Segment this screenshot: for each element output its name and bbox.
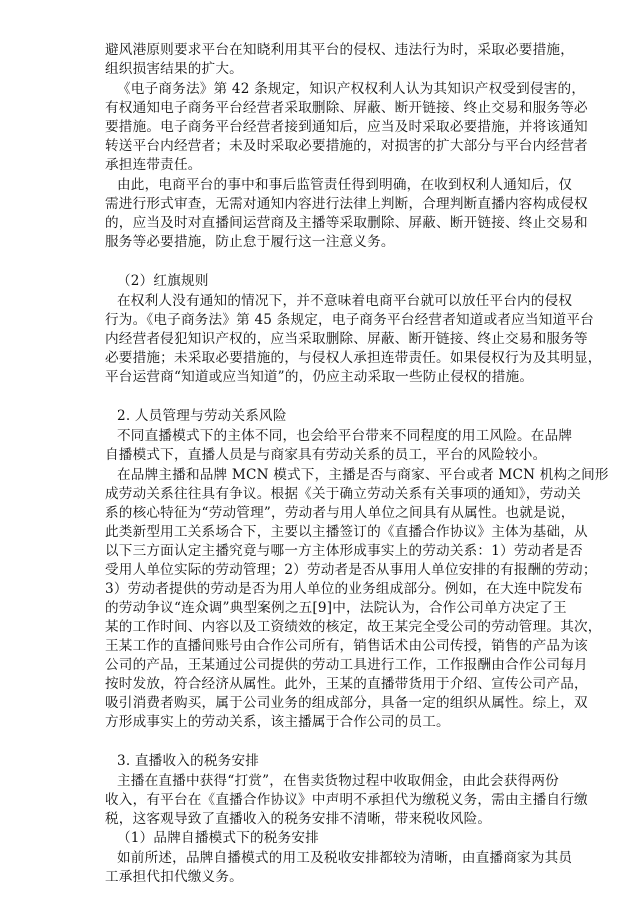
- text-line: 按时发放，符合经济从属性。此外，王某的直播带货用于介绍、宣传公司产品，: [105, 676, 588, 692]
- section-heading: 3. 直播收入的税务安排: [117, 753, 260, 769]
- text-line: 此类新型用工关系场合下，主要以主播签订的《直播合作协议》主体为基础，从: [105, 524, 588, 540]
- text-line: 如前所述，品牌自播模式的用工及税收安排都较为清晰，由直播商家为其员: [117, 850, 573, 866]
- text-line: 要措施。电子商务平台经营者接到通知后，应当及时采取必要措施，并将该通知: [105, 119, 588, 135]
- section-heading: （2）红旗规则: [117, 273, 209, 289]
- text-line: 《电子商务法》第 42 条规定，知识产权权利人认为其知识产权受到侵害的，: [117, 81, 586, 97]
- text-line: 以下三方面认定主播究竟与哪一方主体形成事实上的劳动关系：1）劳动者是否: [105, 543, 583, 559]
- text-line: 方形成事实上的劳动关系，该主播属于合作公司的员工。: [105, 714, 450, 730]
- text-line: 自播模式下，直播人员是与商家具有劳动关系的员工，平台的风险较小。: [105, 447, 547, 463]
- text-line: 成劳动关系往往具有争议。根据《关于确立劳动关系有关事项的通知》，劳动关: [105, 486, 581, 502]
- text-line: 收入，有平台在《直播合作协议》中声明不承担代为缴税义务，需由主播自行缴: [105, 792, 588, 808]
- text-line: 的劳动争议“连众调”典型案例之五[9]中，法院认为，合作公司单方决定了王: [105, 600, 567, 616]
- text-line: 系的核心特征为“劳动管理”，劳动者与用人单位之间具有从属性。也就是说，: [105, 505, 575, 521]
- text-line: 必要措施；未采取必要措施的，与侵权人承担连带责任。如果侵权行为及其明显，: [105, 350, 602, 366]
- text-line: 平台运营商“知道或应当知道”的，仍应主动采取一些防止侵权的措施。: [105, 369, 534, 385]
- text-line: 承担连带责任。: [105, 157, 202, 173]
- text-line: 公司的产品，王某通过公司提供的劳动工具进行工作，工作报酬由合作公司每月: [105, 657, 588, 673]
- text-line: 某的工作时间、内容以及工资绩效的核定，故王某完全受公司的劳动管理。其次，: [105, 619, 602, 635]
- section-heading: （1）品牌自播模式下的税务安排: [117, 830, 319, 846]
- text-line: 由此，电商平台的事中和事后监管责任得到明确，在收到权利人通知后，仅: [117, 177, 573, 193]
- text-line: 王某工作的直播间账号由合作公司所有，销售话术由公司传授，销售的产品为该: [105, 638, 588, 654]
- text-line: 在权利人没有通知的情况下，并不意味着电商平台就可以放任平台内的侵权: [117, 293, 573, 309]
- text-line: 需进行形式审查，无需对通知内容进行法律上判断，合理判断直播内容构成侵权: [105, 196, 588, 212]
- text-line: 有权通知电子商务平台经营者采取删除、屏蔽、断开链接、终止交易和服务等必: [105, 100, 588, 116]
- text-line: 内经营者侵犯知识产权的，应当采取删除、屏蔽、断开链接、终止交易和服务等: [105, 331, 588, 347]
- text-line: 行为。《电子商务法》第 45 条规定，电子商务平台经营者知道或者应当知道平台: [105, 312, 594, 328]
- text-line: 3）劳动者提供的劳动是否为用人单位的业务组成部分。例如，在大连中院发布: [105, 581, 583, 597]
- text-line: 在品牌主播和品牌 MCN 模式下，主播是否与商家、平台或者 MCN 机构之间形: [117, 467, 609, 483]
- text-line: 不同直播模式下的主体不同，也会给平台带来不同程度的用工风险。在品牌: [117, 428, 573, 444]
- text-line: 的，应当及时对直播间运营商及主播等采取删除、屏蔽、断开链接、终止交易和: [105, 215, 588, 231]
- text-line: 服务等必要措施，防止怠于履行这一注意义务。: [105, 234, 395, 250]
- text-line: 组织损害结果的扩大。: [105, 61, 243, 77]
- text-line: 工承担代扣代缴义务。: [105, 869, 243, 885]
- text-line: 转送平台内经营者；未及时采取必要措施的，对损害的扩大部分与平台内经营者: [105, 138, 588, 154]
- section-heading: 2. 人员管理与劳动关系风险: [117, 408, 287, 424]
- text-line: 税，这客观导致了直播收入的税务安排不清晰，带来税收风险。: [105, 811, 492, 827]
- text-line: 吸引消费者购买，属于公司业务的组成部分，具备一定的组织从属性。综上，双: [105, 695, 588, 711]
- text-line: 避风港原则要求平台在知晓利用其平台的侵权、违法行为时，采取必要措施，: [105, 42, 574, 58]
- text-line: 受用人单位实际的劳动管理；2）劳动者是否从事用人单位安排的有报酬的劳动；: [105, 562, 597, 578]
- text-line: 主播在直播中获得“打赏”，在售卖货物过程中收取佣金，由此会获得两份: [117, 773, 559, 789]
